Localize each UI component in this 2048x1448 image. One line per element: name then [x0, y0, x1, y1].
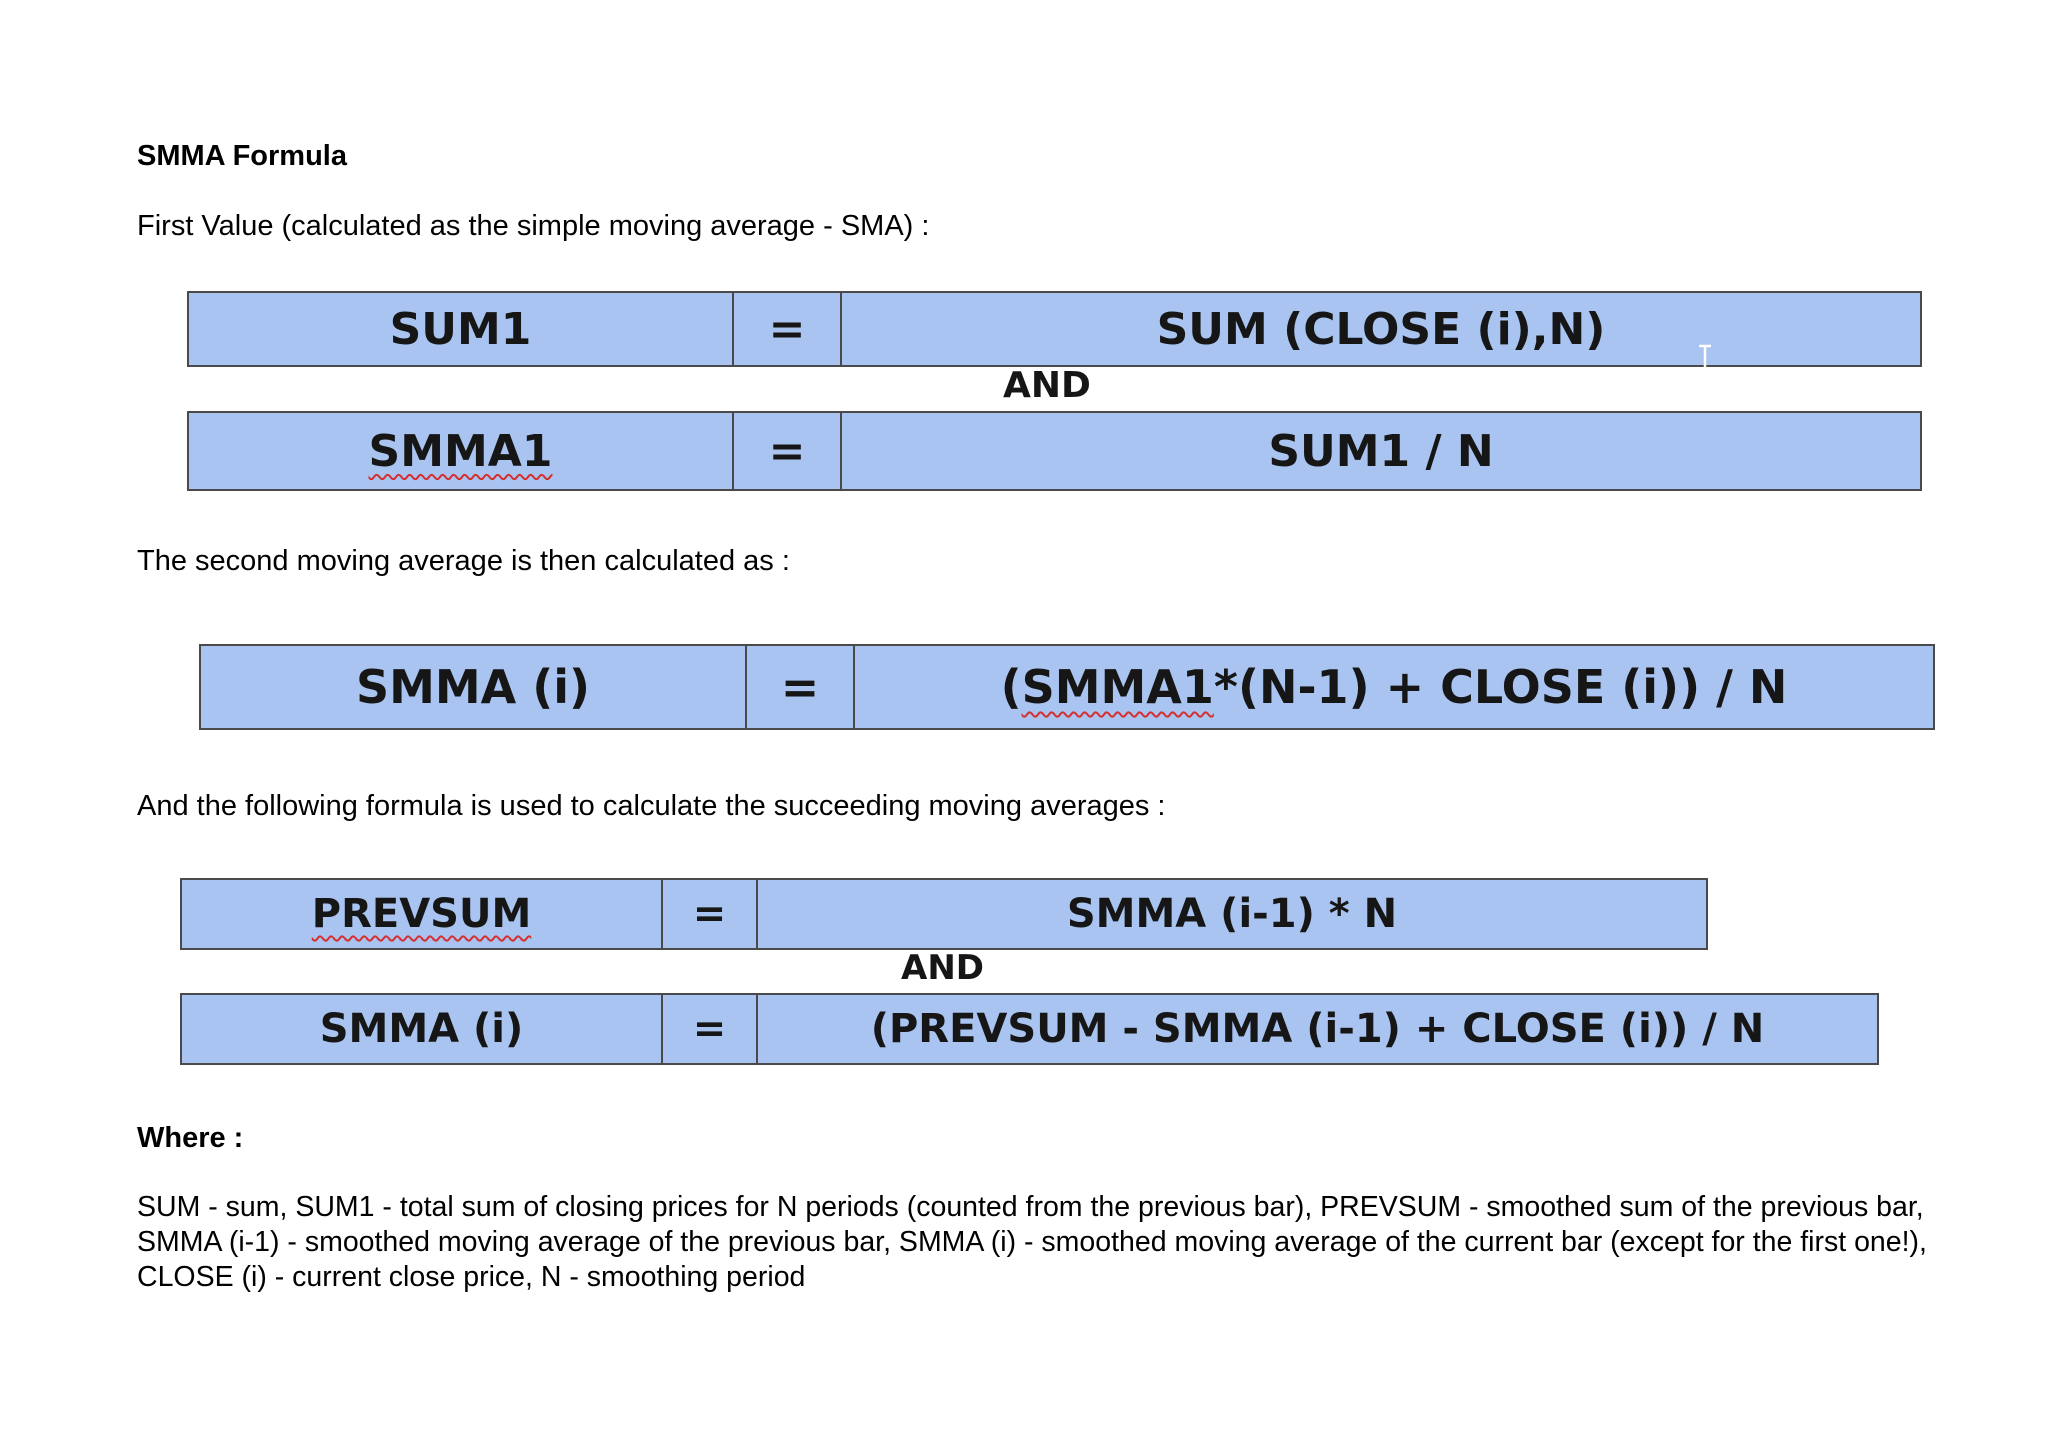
second-average-text: The second moving average is then calculated as :	[137, 545, 790, 577]
spellcheck-word: SMMA1	[368, 425, 553, 477]
formula-equals: =	[661, 995, 758, 1063]
formula-lhs	[182, 880, 661, 948]
where-heading: Where :	[137, 1122, 244, 1154]
formula-rhs: (PREVSUM - SMMA (i-1) + CLOSE (i)) / N	[870, 1006, 1765, 1052]
formula-row-sum1	[187, 291, 1922, 367]
text-cursor-icon	[1697, 344, 1713, 374]
formula-row-smma1	[187, 411, 1922, 491]
formula-lhs	[189, 413, 732, 489]
formula-rest: *(N-1) + CLOSE (i)) / N	[1213, 660, 1788, 714]
and-connector: AND	[1003, 365, 1091, 406]
formula-rhs	[855, 646, 1933, 728]
formula-equals: =	[745, 646, 855, 728]
spellcheck-word: SMMA1	[1021, 660, 1214, 714]
formula-lhs: SMMA (i)	[319, 1006, 524, 1052]
spellcheck-word: PREVSUM	[311, 891, 532, 937]
page-title: SMMA Formula	[137, 140, 347, 172]
formula-row-smma-i	[199, 644, 1935, 730]
formula-equals: =	[661, 880, 758, 948]
formula-row-smma-i-succeeding	[180, 993, 1879, 1065]
formula-equals: =	[732, 413, 842, 489]
and-connector: AND	[901, 948, 984, 988]
where-definitions: SUM - sum, SUM1 - total sum of closing prices for N periods (counted from the previous bar), PREVSUM - smoothed sum of the previous bar, SMMA (i-1) - smoothed moving average of the previous bar, SMMA (i) - smoothed moving average of the current bar (except for the first one!), CLOSE (i) - current close price, N - smoothing period	[137, 1191, 1927, 1293]
formula-rhs: SUM1 / N	[1268, 425, 1494, 477]
formula-lhs: SUM1	[389, 303, 532, 355]
formula-open-paren: (	[1000, 660, 1022, 714]
following-formula-text: And the following formula is used to calculate the succeeding moving averages :	[137, 790, 1166, 822]
formula-equals: =	[732, 293, 842, 365]
formula-rhs: SMMA (i-1) * N	[1066, 891, 1398, 937]
formula-row-prevsum	[180, 878, 1708, 950]
intro-text: First Value (calculated as the simple moving average - SMA) :	[137, 210, 930, 242]
formula-rhs: SUM (CLOSE (i),N)	[1156, 303, 1606, 355]
formula-lhs: SMMA (i)	[355, 660, 591, 714]
